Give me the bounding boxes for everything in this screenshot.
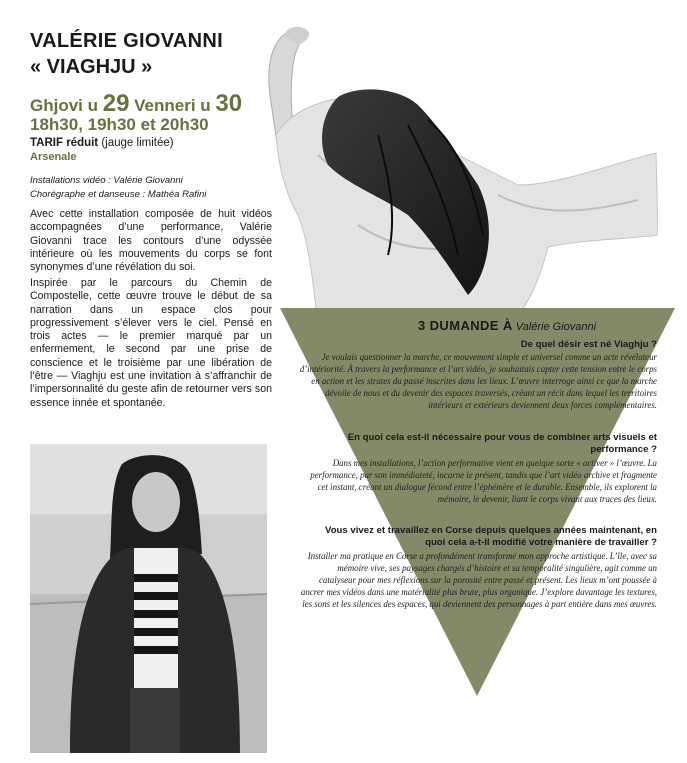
description-paragraph-2: Inspirée par le parcours du Chemin de Compostelle, cette œuvre trouve le début de sa narration dans un espace clos pour progressivement s’élever vers le ciel. Pensé en trois actes — le premier marqué par un enfermement, le second par une prise de conscience et le troisième par une libération de l’être — Viaghju est une invitation à s’affranchir de l’impersonnalité du geste afin de retourner vers son essence innée et spontanée.: [30, 277, 272, 409]
tarif-info: [30, 137, 174, 149]
answer-2: Dans mes installations, l’action performative vient en quelque sorte « activer » l’œuvre. La performance, par son immédiateté, incarne le présent, tandis que l’art vidéo archive et fragmente cet instant, créant un dialogue fécond entre l’éphémère et le durable. Ensemble, ils explorent la mémoire, le devenir, liant le corps vivant aux traces des lieux.: [310, 458, 657, 504]
answer-1: Je voulais questionner la marche, ce mouvement simple et universel comme un acte révélateur d’intériorité. À travers la performance et l’art vidéo, je souhaitais capter cette tension entre le corps en action et les strates du passé inscrites dans les lieux. L’œuvre interroge ainsi ce que la marche dévoile de nous et du devenir des espaces traversés, créant un récit dans lequel les territoires intérieurs et extérieurs deviennent deux forces complémentaires.: [299, 352, 657, 410]
question-2: En quoi cela est-il nécessaire pour vous de combiner arts visuels et performance ?: [347, 432, 657, 455]
credit-video: Installations vidéo : Valérie Giovanni: [30, 175, 183, 186]
venue: Arsenale: [30, 151, 77, 163]
event-dates: [30, 90, 242, 118]
tarif-label: TARIF réduit: [30, 137, 99, 149]
question-3: Vous vivez et travaillez en Corse depuis quelques années maintenant, en quoi cela a-t-il modifié votre manière de travailler ?: [325, 525, 657, 548]
date-text-2: Venneri u: [129, 96, 216, 115]
date-number-2: 30: [215, 90, 243, 117]
tarif-note: (jauge limitée): [98, 137, 174, 149]
interview-heading-name: Valérie Giovanni: [512, 321, 597, 333]
interview-heading: [418, 318, 596, 333]
answer-3: Installer ma pratique en Corse a profondément transformé mon approche artistique. L’île, avec sa mémoire vive, ses paysages chargés d’histoire et sa temporalité singulière, agit comme un catalyseur pour mes réflexions sur la porosité entre passé et présent. Les lieux m’ont poussée à ancrer mes vidéos dans une matérialité plus brute, plus organique. J’explore davantage les textures, les sons et les silences des espaces, qui deviennent des personnages à part entière dans mes œuvres.: [300, 551, 657, 609]
date-number-1: 29: [102, 90, 130, 117]
portrait-photo: [30, 444, 267, 753]
artist-name: VALÉRIE GIOVANNI: [30, 30, 223, 52]
event-times: 18h30, 19h30 et 20h30: [30, 115, 209, 134]
question-1: De quel désir est né Viaghju ?: [520, 339, 657, 350]
credit-choreo: Chorégraphe et danseuse : Mathéa Rafini: [30, 189, 207, 200]
description-paragraph-1: Avec cette installation composée de huit vidéos accompagnées d’une performance, Valérie Giovanni trace les contours d’une odyssée intérieure où les mouvements du corps se font synonymes d’une révélation du soi.: [30, 208, 272, 274]
date-text-1: Ghjovi u: [30, 96, 103, 115]
work-title: « VIAGHJU »: [30, 56, 153, 78]
dancer-photo: [258, 25, 658, 325]
credits: [30, 174, 206, 202]
interview-heading-label: 3 DUMANDE À: [418, 318, 513, 333]
